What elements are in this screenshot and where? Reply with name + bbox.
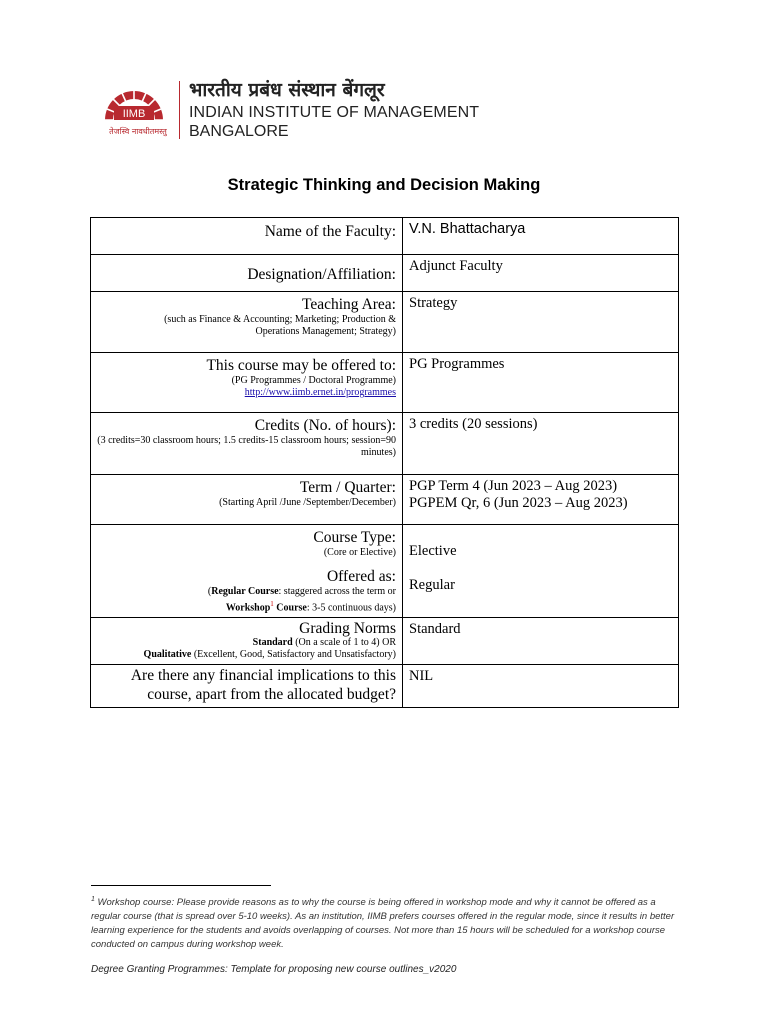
footnote: $^1$ Workshop course: Please provide reasons as to why the course is being offered in workshop mode and why it cannot be offered as a regular course (that is spread over 5-10 weeks). As an institution, IIMB prefers courses offered in the regular mode, since it results in better learning experience for the students and avoids overlapping of courses. Not more than 15 hours will be scheduled for a workshop course conducted on campus during workshop week. (91, 896, 675, 951)
offered-as-hint: (Regular Course: staggered across the term or (207, 586, 396, 597)
credits-hint: (3 credits=30 classroom hours; 1.5 credits-15 classroom hours; session=90 minutes) (97, 435, 396, 458)
offered-to-value: PG Programmes (409, 356, 505, 372)
course-form-table (90, 217, 679, 708)
institute-name-line1: INDIAN INSTITUTE OF MANAGEMENT (189, 104, 480, 121)
regular-course-term: Regular Course (211, 586, 279, 597)
offered-as-value: Regular (409, 577, 455, 593)
table-row (91, 353, 679, 413)
logo-divider (179, 81, 180, 139)
workshop-term: Workshop (225, 602, 271, 614)
term-hint: (Starting April /June /September/December) (219, 497, 396, 508)
credits-value: 3 credits (20 sessions) (409, 416, 538, 432)
course-type-value: Elective (409, 543, 457, 559)
course-type-hint: (Core or Elective) (323, 547, 396, 558)
footnote-marker[interactable]: 1 (270, 600, 274, 608)
financial-label-line1: Are there any financial implications to this (130, 667, 396, 685)
teaching-area-hint: (such as Finance & Accounting; Marketing; Production & Operations Management; Strategy) (164, 314, 396, 337)
footnote-text: Workshop course: Please provide reasons as to why the course is being offered in workshop mode and why it cannot be offered as a regular course (that is spread over 5-10 weeks). As an institution, IIMB prefers courses offered in the regular mode, since it results in better learning experience for the students and avoids overlapping of courses. Not more than 15 hours will be scheduled for a workshop course conducted on campus during workshop week. (91, 897, 675, 951)
designation-value: Adjunct Faculty (409, 258, 503, 274)
designation-label: Designation/Affiliation: (247, 266, 396, 283)
table-row: Course Type: (Core or Elective) Offered as: (Regular Course: staggered across the term or Workshop$^1$ Course: 3-5 continuous days) Elective Regular (91, 525, 679, 618)
credits-label: Credits (No. of hours): (254, 417, 396, 434)
grading-label: Grading Norms (299, 620, 396, 638)
teaching-area-label: Teaching Area: (301, 296, 396, 313)
institute-name-line2: BANGALORE (189, 123, 289, 140)
table-row (91, 218, 679, 255)
teaching-area-value: Strategy (409, 295, 458, 311)
financial-label-line2: course, apart from the allocated budget? (147, 686, 396, 704)
document-title: Strategic Thinking and Decision Making (227, 176, 541, 194)
table-row (91, 665, 679, 708)
financial-value: NIL (409, 668, 434, 685)
course-type-label: Course Type: (313, 529, 396, 546)
logo-text: IIMB (122, 108, 146, 120)
institute-logo (93, 76, 493, 146)
faculty-value: V.N. Bhattacharya (409, 221, 526, 237)
faculty-label: Name of the Faculty: (264, 223, 396, 240)
offered-to-hint: (PG Programmes / Doctoral Programme) (231, 375, 396, 386)
table-row (91, 413, 679, 475)
table-row: Grading Norms Standard (On a scale of 1 to 4) OR Qualitative (Excellent, Good, Satisfactory and Unsatisfactory) Standard (91, 618, 679, 665)
offered-as-label: Offered as: (326, 568, 396, 585)
table-row (91, 255, 679, 292)
term-label: Term / Quarter: (299, 479, 396, 496)
footnote-divider (91, 885, 271, 886)
institute-name-hindi: भारतीय प्रबंध संस्थान बेंगलूर (189, 79, 385, 101)
logo-motto: तेजस्वि नावधीतमस्तु (109, 127, 167, 136)
offered-to-label: This course may be offered to: (206, 357, 396, 374)
page-footer: Degree Granting Programmes: Template for proposing new course outlines_v2020 (91, 964, 457, 975)
table-row (91, 292, 679, 353)
term-value-pgpem: PGPEM Qr, 6 (Jun 2023 – Aug 2023) (409, 495, 628, 511)
table-row (91, 475, 679, 525)
term-value-pgp: PGP Term 4 (Jun 2023 – Aug 2023) (409, 478, 618, 494)
grading-value: Standard (409, 621, 461, 638)
programmes-link[interactable]: http://www.iimb.ernet.in/programmes (244, 387, 396, 398)
